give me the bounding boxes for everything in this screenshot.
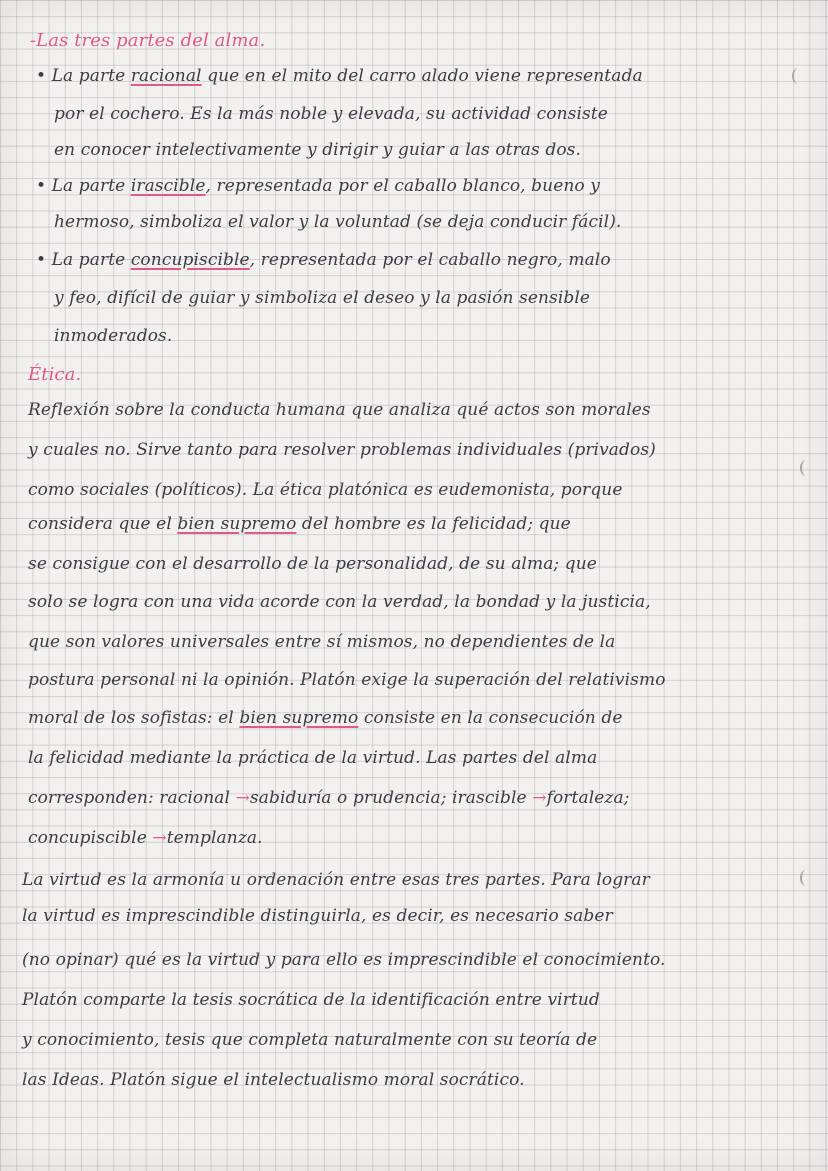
underlined-term: bien supremo	[239, 708, 359, 728]
underlined-term: racional	[130, 66, 202, 86]
underlined-term: irascible	[130, 176, 206, 196]
margin-mark	[792, 68, 804, 84]
text-line: Platón comparte la tesis socrática de la identificación entre virtud	[22, 990, 600, 1010]
section-heading-etica: Ética.	[28, 364, 82, 385]
arrow-icon: →	[152, 828, 167, 848]
text-line: • La parte irascible, representada por el caballo blanco, bueno y	[36, 176, 600, 196]
text-line: en conocer intelectivamente y dirigir y guiar a las otras dos.	[54, 140, 582, 160]
text-line: La virtud es la armonía u ordenación entre esas tres partes. Para lograr	[22, 870, 650, 890]
section-title: -Las tres partes del alma.	[30, 30, 266, 51]
text-line: la virtud es imprescindible distinguirla, es decir, es necesario saber	[22, 906, 613, 926]
text-line: se consigue con el desarrollo de la personalidad, de su alma; que	[28, 554, 597, 574]
text-line: concupiscible →templanza.	[28, 828, 263, 848]
text-line: (no opinar) qué es la virtud y para ello es imprescindible el conocimiento.	[22, 950, 666, 970]
text-line: que son valores universales entre sí mismos, no dependientes de la	[28, 632, 616, 652]
text-line: hermoso, simboliza el valor y la voluntad (se deja conducir fácil).	[54, 212, 622, 232]
text-line: corresponden: racional →sabiduría o prudencia; irascible →fortaleza;	[28, 788, 630, 808]
arrow-icon: →	[235, 788, 250, 808]
margin-mark	[800, 460, 812, 476]
text-line: y feo, difícil de guiar y simboliza el deseo y la pasión sensible	[54, 288, 591, 308]
text-line: y cuales no. Sirve tanto para resolver problemas individuales (privados)	[28, 440, 656, 460]
text-line: considera que el bien supremo del hombre es la felicidad; que	[28, 514, 571, 534]
text-line: como sociales (políticos). La ética platónica es eudemonista, porque	[28, 480, 623, 500]
text-line: las Ideas. Platón sigue el intelectualismo moral socrático.	[22, 1070, 525, 1090]
underlined-term: concupiscible	[130, 250, 250, 270]
text-line: postura personal ni la opinión. Platón exige la superación del relativismo	[28, 670, 666, 690]
text-line: la felicidad mediante la práctica de la virtud. Las partes del alma	[28, 748, 598, 768]
arrow-icon: →	[532, 788, 547, 808]
text-line: y conocimiento, tesis que completa naturalmente con su teoría de	[22, 1030, 598, 1050]
text-line: por el cochero. Es la más noble y elevada, su actividad consiste	[54, 104, 608, 124]
text-line: • La parte concupiscible, representada por el caballo negro, malo	[36, 250, 611, 270]
text-line: solo se logra con una vida acorde con la verdad, la bondad y la justicia,	[28, 592, 651, 612]
text-line: moral de los sofistas: el bien supremo consiste en la consecución de	[28, 708, 623, 728]
text-line: • La parte racional que en el mito del carro alado viene representada	[36, 66, 643, 86]
text-line: inmoderados.	[54, 326, 173, 346]
margin-mark	[800, 870, 812, 886]
underlined-term: bien supremo	[177, 514, 297, 534]
text-line: Reflexión sobre la conducta humana que analiza qué actos son morales	[28, 400, 651, 420]
